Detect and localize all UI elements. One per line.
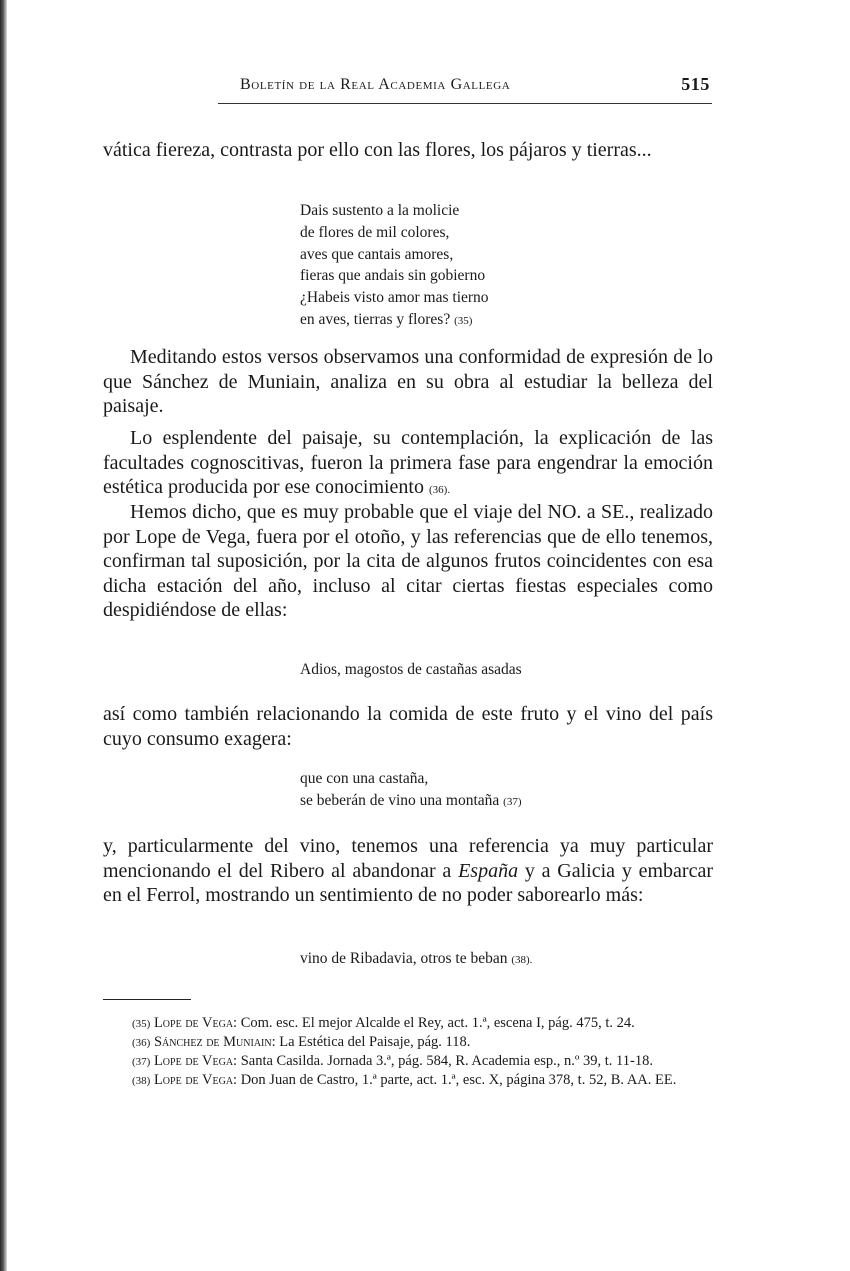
footnote-36: (36) Sánchez de Muniain: La Estética del Paisaje, pág. 118. (132, 1034, 471, 1050)
verse-line: Dais sustento a la molicie (300, 202, 460, 219)
footnote-rule (103, 999, 191, 1000)
verse-line: Adios, magostos de castañas asadas (300, 661, 522, 678)
page-number: 515 (681, 74, 710, 94)
paragraph-1: vática fiereza, contrasta por ello con las flores, los pájaros y tierras... (103, 139, 652, 161)
footnote-37: (37) Lope de Vega: Santa Casilda. Jornada 3.ª, pág. 584, R. Academia esp., n.º 39, t. 11-18. (132, 1053, 653, 1069)
paragraph-4: Hemos dicho, que es muy probable que el viaje del NO. a SE., realizado por Lope de Vega, fuera por el otoño, y las referencias que de ello tenemos, confirman tal suposición, por la cita de algunos frutos coincidentes con esa dicha estación del año, incluso al citar ciertas fiestas especiales como despidiéndose de ellas: (103, 501, 713, 621)
footnote-35: (35) Lope de Vega: Com. esc. El mejor Alcalde el Rey, act. 1.ª, escena I, pág. 475, t. 24. (132, 1015, 635, 1031)
paragraph-2: Meditando estos versos observamos una conformidad de expresión de lo que Sánchez de Muniain, analiza en su obra al estudiar la belleza del paisaje. (103, 346, 713, 417)
verse-line: ¿Habeis visto amor mas tierno (300, 289, 489, 307)
verse-line: de flores de mil colores, (300, 223, 450, 241)
paragraph-3: Lo esplendente del paisaje, su contemplación, la explicación de las facultades cognoscitivas, fueron la primera fase para engendrar la emoción estética producida por ese conocimiento (36). (103, 427, 713, 498)
verse-block-2 (300, 659, 720, 681)
journal-title: Boletín de la Real Academia Gallega (240, 76, 511, 93)
footnote-ref: (35) (454, 314, 473, 327)
footnote-ref: (36). (429, 484, 451, 496)
footnote-ref: (38). (511, 954, 533, 966)
running-header (240, 76, 710, 98)
verse-block-1 (300, 200, 720, 333)
paragraph-6: y, particularmente del vino, tenemos una referencia ya muy particular mencionando el del Ribero al abandonar a España y a Galicia y embarcar en el Ferrol, mostrando un sentimiento de no poder saborearlo más: (103, 835, 713, 906)
verse-line: aves que cantais amores, (300, 245, 454, 263)
footnotes (100, 1014, 712, 1090)
footnote-38: (38) Lope de Vega: Don Juan de Castro, 1.ª parte, act. 1.ª, esc. X, página 378, t. 52, B. AA. EE. (132, 1072, 677, 1088)
verse-line: fieras que andais sin gobierno (300, 267, 486, 285)
footnote-ref: (37) (503, 795, 522, 808)
paragraph-5: así como también relacionando la comida de este fruto y el vino del país cuyo consumo exagera: (103, 703, 713, 750)
verse-block-3 (300, 768, 720, 814)
verse-line: que con una castaña, (300, 770, 429, 787)
emphasis: España (458, 859, 519, 882)
verse-line: vino de Ribadavia, otros te beban (38). (300, 950, 533, 967)
verse-block-4 (300, 948, 720, 972)
verse-line: se beberán de vino una montaña (37) (300, 791, 522, 809)
page-binding-edge (0, 0, 7, 1271)
header-rule (218, 103, 712, 104)
verse-line: en aves, tierras y flores? (35) (300, 310, 473, 328)
